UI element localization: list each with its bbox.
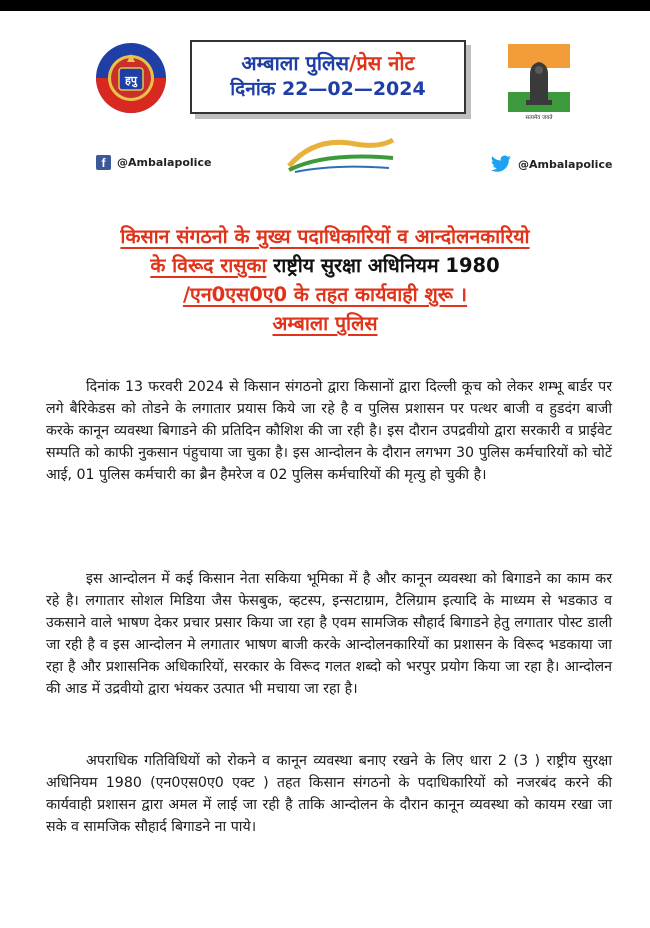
center-logo: [285, 130, 397, 176]
headline-line-2: [40, 251, 610, 280]
state-emblem: [508, 44, 570, 122]
title-ambala-police: अम्बाला पुलिस: [241, 51, 350, 75]
headline-line-1: किसान संगठनो के मुख्य पदाधिकारियों व आन्दोलनकारियो: [120, 225, 530, 248]
paragraph-1-text: दिनांक 13 फरवरी 2024 से किसान संगठनो द्वारा किसानों द्वारा दिल्ली कूच को लेकर शम्भू बार्डर पर लगे बैरिकेडस को तोडने के लगातार प्रयास किये जा रहे है व पुलिस प्रशासन पर पत्थर बाजी व हुडदंग बाजी करके कानून व्यवस्था बिगाडने की प्रतिदिन कौशिश की जा रही है। इस दौरान उपद्रवीयो द्वारा सरकारी व प्राईवेट सम्पति को काफी नुकसान पंहुचाया जा चुका है। इस आन्दोलन के दौरान लगभग 30 पुलिस कर्मचारियों को चोटें आई, 01 पुलिस कर्मचारी का ब्रैन हैमरेज व 02 पुलिस कर्मचारियों की मृत्यु हो चुकी है।: [46, 379, 612, 483]
body-paragraph-1: [46, 376, 612, 486]
headline-line-4: अम्बाला पुलिस: [272, 312, 378, 335]
haryana-police-emblem: [95, 42, 167, 114]
facebook-handle[interactable]: [96, 155, 211, 170]
headline-part-2: के विरूद रासुका: [150, 254, 267, 277]
press-note-date: दिनांक 22—02—2024: [230, 78, 426, 100]
twitter-handle[interactable]: [490, 155, 612, 173]
headline: [40, 222, 610, 338]
body-paragraph-3: [46, 750, 612, 838]
paragraph-3-text: अपराधिक गतिविधियों को रोकने व कानून व्यवस्था बनाए रखने के लिए धारा 2 (3 ) राष्ट्रीय सुरक्षा अधिनियम 1980 (एन0एस0ए0 एक्ट ) तहत किसान संगठनो के पदाधिकारियों को नजरबंद करने की कार्यवाही प्रशासन द्वारा अमल में लाई जा रही है ताकि आन्दोलन के दौरान कानून व्यवस्था को कायम रखा जा सके व सामजिक सौहार्द बिगाडने ना पाये।: [46, 753, 612, 835]
facebook-handle-text: @Ambalapolice: [117, 156, 212, 169]
paragraph-2-text: इस आन्दोलन में कई किसान नेता सकिया भूमिका में है और कानून व्यवस्था को बिगाडने का काम कर रहे है। लगातार सोशल मिडिया जैस फेसबुक, व्हटस्प, इन्सटाग्राम, टैलिग्राम इत्यादि के माध्यम से भडकाउ व उकसाने वाले भाषण देकर प्रचार प्रसार किया जा रहा है एवम सामजिक सौहार्द बिगाडने हेतु लगातार पोस्ट डाली जा रही है व इस आन्दोलन मे लगातार भाषण बाजी करके आन्दोलनकारियों का प्रशासन के विरूद भडकाया जा रहा है और प्रशासनिक अधिकारियों, सरकार के विरूद गलत शब्दो को भरपुर प्रयोग किया जा रहा है। आन्दोलन की आड में उद्रवीयो द्वारा भंयकर उत्पात भी मचाया जा रहा है।: [46, 571, 612, 697]
press-note-title-box: [190, 40, 466, 114]
svg-text:सत्यमेव जयते: सत्यमेव जयते: [525, 115, 553, 121]
twitter-handle-text: @Ambalapolice: [518, 157, 613, 171]
headline-line-3: /एन0एस0ए0 के तहत कार्यवाही शुरू ।: [182, 283, 468, 306]
twitter-icon: [490, 155, 512, 173]
left-emblem-text: हपु: [124, 74, 138, 87]
title-press-note: प्रेस नोट: [356, 51, 415, 75]
title-separator: /: [349, 51, 357, 75]
facebook-icon: f: [96, 155, 111, 170]
body-paragraph-2: [46, 568, 612, 700]
top-black-bar: [0, 0, 650, 11]
headline-part-3: राष्ट्रीय सुरक्षा अधिनियम 1980: [266, 254, 500, 277]
title-line: [192, 50, 464, 76]
